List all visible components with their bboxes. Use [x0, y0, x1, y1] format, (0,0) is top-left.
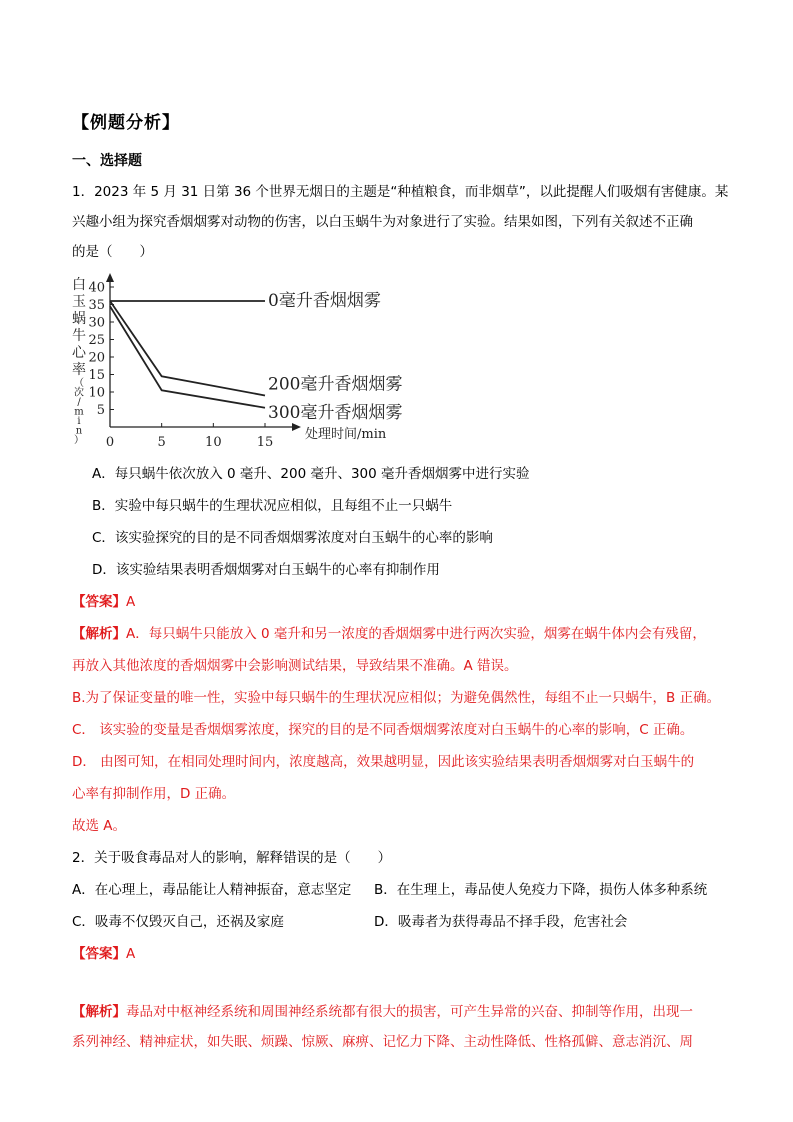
y-axis-unit-char: / — [77, 397, 81, 408]
series-label: 0毫升香烟烟雾 — [268, 291, 381, 311]
answer-tag: 【答案】 — [72, 594, 126, 610]
q1-option-c: C．该实验探究的目的是不同香烟烟雾浓度对白玉蜗牛的心率的影响 — [92, 530, 493, 546]
y-axis-label-char: 牛 — [72, 328, 86, 344]
y-axis-label-char: 率 — [72, 362, 86, 378]
q2-option-a: A．在心理上，毒品能让人精神振奋，意志坚定 — [72, 882, 352, 898]
y-tick-label: 35 — [88, 298, 105, 313]
y-tick-label: 30 — [88, 315, 105, 331]
y-axis-label-char: 玉 — [72, 294, 86, 310]
q1-analysis-line1 — [72, 622, 706, 642]
analysis-text: 毒品对中枢神经系统和周围神经系统都有很大的损害，可产生异常的兴奋、抑制等作用，出现一 — [126, 1004, 693, 1020]
analysis-tag: 【解析】 — [72, 1004, 126, 1020]
q2-analysis-line1 — [72, 1000, 693, 1020]
y-axis-unit-char: （ — [74, 378, 84, 389]
q1-analysis-line2: 再放入其他浓度的香烟烟雾中会影响测试结果，导致结果不准确。A 错误。 — [72, 658, 518, 674]
x-tick-label: 0 — [105, 435, 115, 450]
q1-stem-line1: 1．2023 年 5 月 31 日第 36 个世界无烟日的主题是“种植粮食，而非烟草”，以此提醒人们吸烟有害健康。某 — [72, 184, 729, 200]
y-tick-label: 40 — [88, 280, 105, 296]
y-tick-label: 5 — [96, 403, 105, 418]
y-tick-label: 20 — [88, 350, 105, 366]
page-heading: 【例题分析】 — [72, 113, 180, 133]
q1-answer — [72, 590, 135, 610]
q1-stem-line2: 兴趣小组为探究香烟烟雾对动物的伤害，以白玉蜗牛为对象进行了实验。结果如图，下列有关叙述不正确 — [72, 214, 693, 230]
y-axis-label-char: 白 — [72, 277, 86, 293]
x-axis-arrow — [292, 423, 301, 431]
q1-analysis-line7: 故选 A。 — [72, 818, 127, 834]
q2-option-d: D．吸毒者为获得毒品不择手段，危害社会 — [374, 914, 628, 930]
answer-value: A — [126, 946, 136, 962]
q1-option-d: D．该实验结果表明香烟烟雾对白玉蜗牛的心率有抑制作用 — [92, 562, 440, 578]
series-line — [110, 301, 265, 396]
y-tick-label: 10 — [88, 385, 105, 401]
q2-option-c: C．吸毒不仅毁灭自己，还祸及家庭 — [72, 914, 284, 930]
x-tick-label: 5 — [157, 435, 166, 450]
q1-analysis-line5: D． 由图可知，在相同处理时间内，浓度越高，效果越明显，因此该实验结果表明香烟烟雾对白玉蜗牛的 — [72, 754, 695, 770]
q1-option-b: B．实验中每只蜗牛的生理状况应相似，且每组不止一只蜗牛 — [92, 498, 453, 514]
q1-analysis-line3: B.为了保证变量的唯一性，实验中每只蜗牛的生理状况应相似；为避免偶然性，每组不止一只蜗牛，B 正确。 — [72, 690, 721, 706]
series-label: 300毫升香烟烟雾 — [268, 403, 403, 423]
q1-option-a: A．每只蜗牛依次放入 0 毫升、200 毫升、300 毫升香烟烟雾中进行实验 — [92, 466, 530, 482]
section-title: 一、选择题 — [72, 153, 142, 169]
y-axis-unit-char: 次 — [74, 387, 84, 399]
answer-tag: 【答案】 — [72, 946, 126, 962]
q2-option-b: B．在生理上，毒品使人免疫力下降，损伤人体多种系统 — [374, 882, 708, 898]
y-axis-unit-char: m — [74, 406, 84, 418]
y-axis-unit-char: ） — [74, 435, 84, 446]
q2-analysis-line2: 系列神经、精神症状，如失眠、烦躁、惊厥、麻痹、记忆力下降、主动性降低、性格孤僻、意志消沉、周 — [72, 1034, 693, 1050]
y-axis-arrow — [106, 273, 114, 282]
heart-rate-chart — [60, 272, 430, 452]
q2-answer — [72, 942, 135, 962]
analysis-tag: 【解析】 — [72, 626, 126, 642]
x-axis-label: 处理时间/min — [305, 427, 387, 442]
y-axis-unit-char: i — [77, 416, 81, 427]
answer-value: A — [126, 594, 136, 610]
y-axis-label-char: 心 — [72, 345, 86, 361]
q1-stem-line3: 的是（ ） — [72, 244, 153, 260]
y-tick-label: 15 — [88, 368, 105, 383]
q1-analysis-line4: C． 该实验的变量是香烟烟雾浓度，探究的目的是不同香烟烟雾浓度对白玉蜗牛的心率的影响，C 正确。 — [72, 722, 694, 738]
series-line — [110, 306, 265, 408]
q1-analysis-line6: 心率有抑制作用，D 正确。 — [72, 786, 236, 802]
y-axis-unit-char: n — [75, 425, 83, 437]
x-tick-label: 15 — [256, 435, 274, 450]
x-tick-label: 10 — [205, 435, 222, 450]
y-axis-label-char: 蜗 — [72, 311, 86, 327]
analysis-text: A．每只蜗牛只能放入 0 毫升和另一浓度的香烟烟雾中进行两次实验，烟雾在蜗牛体内会有残留， — [126, 626, 706, 642]
q2-stem: 2．关于吸食毒品对人的影响，解释错误的是（ ） — [72, 850, 392, 866]
series-label: 200毫升香烟烟雾 — [268, 374, 403, 395]
y-tick-label: 25 — [88, 333, 105, 348]
